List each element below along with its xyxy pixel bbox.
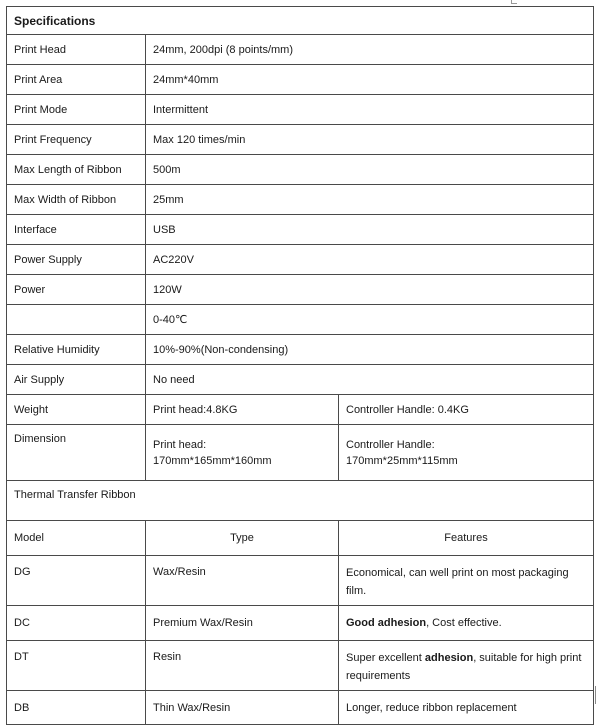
spec-row	[7, 155, 594, 185]
document-page	[6, 6, 593, 725]
spec-value: 120W	[146, 275, 594, 305]
features-text: Economical, can well print on most packaging film.	[346, 567, 569, 597]
dimension-controller-line1: Controller Handle:	[346, 438, 435, 451]
spec-label: Weight	[7, 395, 146, 425]
ribbon-type: Premium Wax/Resin	[146, 606, 339, 641]
spec-value: 500m	[146, 155, 594, 185]
spec-value: AC220V	[146, 245, 594, 275]
ribbon-section-heading: Thermal Transfer Ribbon	[7, 481, 594, 521]
spec-label: Interface	[7, 215, 146, 245]
spec-row	[7, 305, 594, 335]
spec-value: Max 120 times/min	[146, 125, 594, 155]
ribbon-type: Thin Wax/Resin	[146, 691, 339, 725]
dimension-controller-line2: 170mm*25mm*115mm	[346, 454, 458, 467]
spec-row	[7, 125, 594, 155]
ribbon-row	[7, 691, 594, 725]
ribbon-row	[7, 556, 594, 606]
spec-value: No need	[146, 365, 594, 395]
spec-label: Power Supply	[7, 245, 146, 275]
ribbon-features	[339, 606, 594, 641]
weight-controller: Controller Handle: 0.4KG	[339, 395, 594, 425]
features-text: , suitable for high print requirements	[346, 652, 582, 682]
ribbon-row	[7, 606, 594, 641]
spec-row	[7, 65, 594, 95]
ribbon-model: DG	[7, 556, 146, 606]
spec-value: 10%-90%(Non-condensing)	[146, 335, 594, 365]
ribbon-header-row	[7, 521, 594, 556]
spec-label: Relative Humidity	[7, 335, 146, 365]
spec-value: 24mm, 200dpi (8 points/mm)	[146, 35, 594, 65]
spec-row	[7, 245, 594, 275]
features-bold: adhesion	[424, 652, 474, 664]
ribbon-row	[7, 641, 594, 691]
margin-mark	[511, 3, 517, 4]
weight-print-head: Print head:4.8KG	[146, 395, 339, 425]
spec-label: Max Width of Ribbon	[7, 185, 146, 215]
features-bold: Good adhesion	[346, 617, 427, 629]
spec-value: 24mm*40mm	[146, 65, 594, 95]
ribbon-features	[339, 691, 594, 725]
weight-row	[7, 395, 594, 425]
spec-label: Max Length of Ribbon	[7, 155, 146, 185]
spec-row	[7, 365, 594, 395]
ribbon-model: DT	[7, 641, 146, 691]
specifications-table	[6, 6, 594, 725]
spec-label: Print Frequency	[7, 125, 146, 155]
spec-value: USB	[146, 215, 594, 245]
spec-label: Print Mode	[7, 95, 146, 125]
text-cursor-mark	[595, 686, 596, 704]
spec-row	[7, 35, 594, 65]
features-text: Super excellent	[346, 652, 425, 664]
dimension-print-head	[146, 425, 339, 481]
spec-row	[7, 95, 594, 125]
header-model: Model	[7, 521, 146, 556]
ribbon-model: DC	[7, 606, 146, 641]
header-features: Features	[339, 521, 594, 556]
ribbon-features	[339, 641, 594, 691]
spec-row	[7, 335, 594, 365]
spec-label: Print Area	[7, 65, 146, 95]
dimension-controller	[339, 425, 594, 481]
spec-value: 25mm	[146, 185, 594, 215]
spec-label	[7, 305, 146, 335]
spec-row	[7, 185, 594, 215]
ribbon-type: Wax/Resin	[146, 556, 339, 606]
header-type: Type	[146, 521, 339, 556]
spec-label: Power	[7, 275, 146, 305]
spec-label: Print Head	[7, 35, 146, 65]
ribbon-model: DB	[7, 691, 146, 725]
table-title: Specifications	[7, 7, 594, 35]
dimension-print-head-line1: Print head:	[153, 438, 207, 451]
ribbon-features	[339, 556, 594, 606]
features-text: Longer, reduce ribbon replacement	[346, 701, 517, 714]
spec-value: Intermittent	[146, 95, 594, 125]
spec-value: 0-40℃	[146, 305, 594, 335]
spec-label: Dimension	[7, 425, 146, 481]
spec-row	[7, 215, 594, 245]
spec-label: Air Supply	[7, 365, 146, 395]
features-text: , Cost effective.	[426, 617, 502, 629]
spec-row	[7, 275, 594, 305]
dimension-print-head-line2: 170mm*165mm*160mm	[153, 454, 272, 467]
dimension-row	[7, 425, 594, 481]
ribbon-type: Resin	[146, 641, 339, 691]
